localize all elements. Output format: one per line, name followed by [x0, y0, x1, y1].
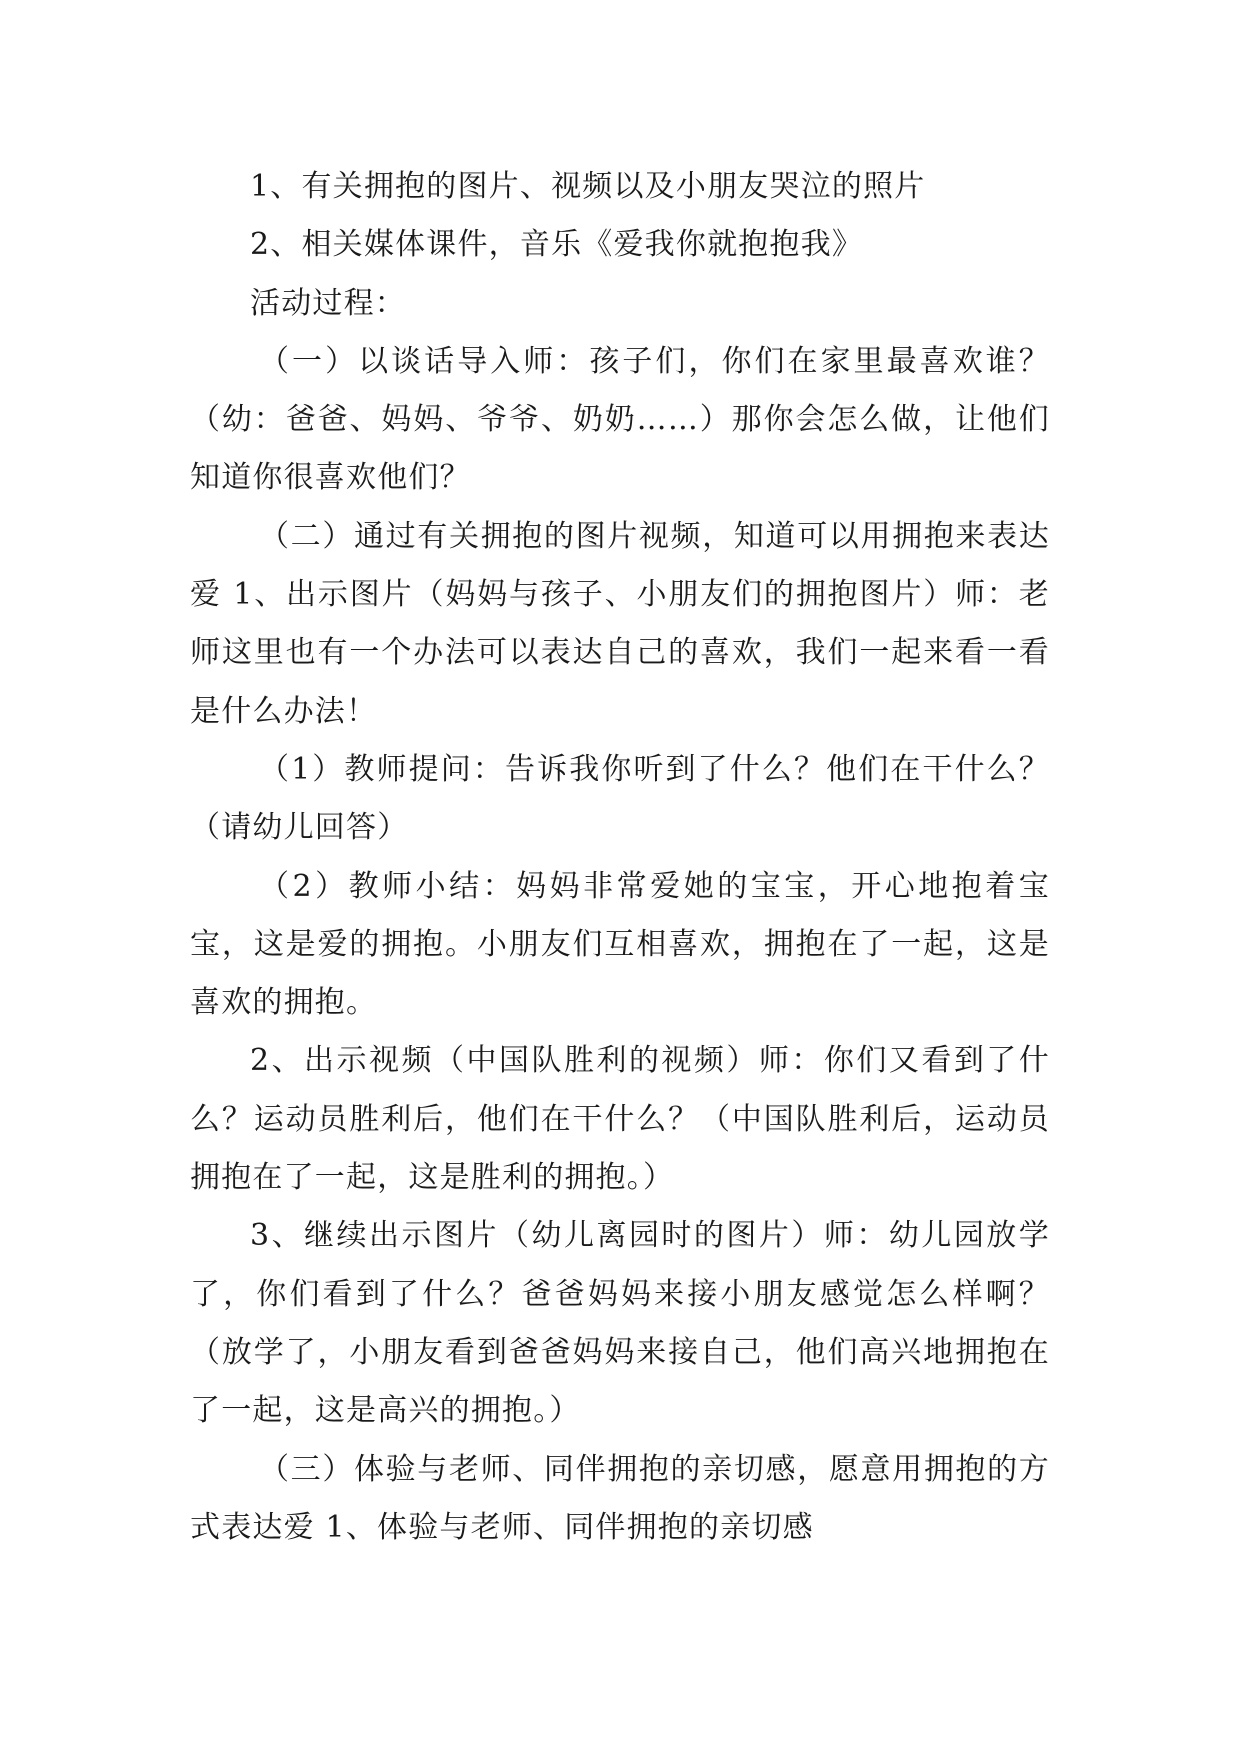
- paragraph-materials-1: 1、有关拥抱的图片、视频以及小朋友哭泣的照片: [250, 169, 926, 204]
- paragraph-materials-2: 2、相关媒体课件，音乐《爱我你就抱抱我》: [250, 227, 864, 263]
- document-body: [190, 158, 1050, 1557]
- paragraph-show-video: 2、出示视频（中国队胜利的视频）师：你们又看到了什么？运动员胜利后，他们在干什么？（中国队胜利后，运动员拥抱在了一起，这是胜利的拥抱。）: [190, 1043, 1050, 1196]
- paragraph-teacher-question: （1）教师提问：告诉我你听到了什么？他们在干什么？（请幼儿回答）: [190, 751, 1050, 846]
- paragraph-step-two: （二）通过有关拥抱的图片视频，知道可以用拥抱来表达爱 1、出示图片（妈妈与孩子、小朋友们的拥抱图片）师：老师这里也有一个办法可以表达自己的喜欢，我们一起来看一看是什么办法！: [190, 518, 1050, 729]
- paragraph-activity-heading: 活动过程：: [250, 285, 406, 321]
- paragraph-teacher-summary: （2）教师小结：妈妈非常爱她的宝宝，开心地抱着宝宝，这是爱的拥抱。小朋友们互相喜欢，拥抱在了一起，这是喜欢的拥抱。: [190, 868, 1050, 1021]
- paragraph-step-one: （一）以谈话导入师：孩子们，你们在家里最喜欢谁？（幼：爸爸、妈妈、爷爷、奶奶……）那你会怎么做，让他们知道你很喜欢他们？: [190, 343, 1050, 496]
- paragraph-step-three: （三）体验与老师、同伴拥抱的亲切感，愿意用拥抱的方式表达爱 1、体验与老师、同伴拥抱的亲切感: [190, 1451, 1050, 1545]
- paragraph-show-pictures: 3、继续出示图片（幼儿离园时的图片）师：幼儿园放学了，你们看到了什么？爸爸妈妈来接小朋友感觉怎么样啊？（放学了，小朋友看到爸爸妈妈来接自己，他们高兴地拥抱在了一起，这是高兴的拥抱。）: [190, 1218, 1050, 1429]
